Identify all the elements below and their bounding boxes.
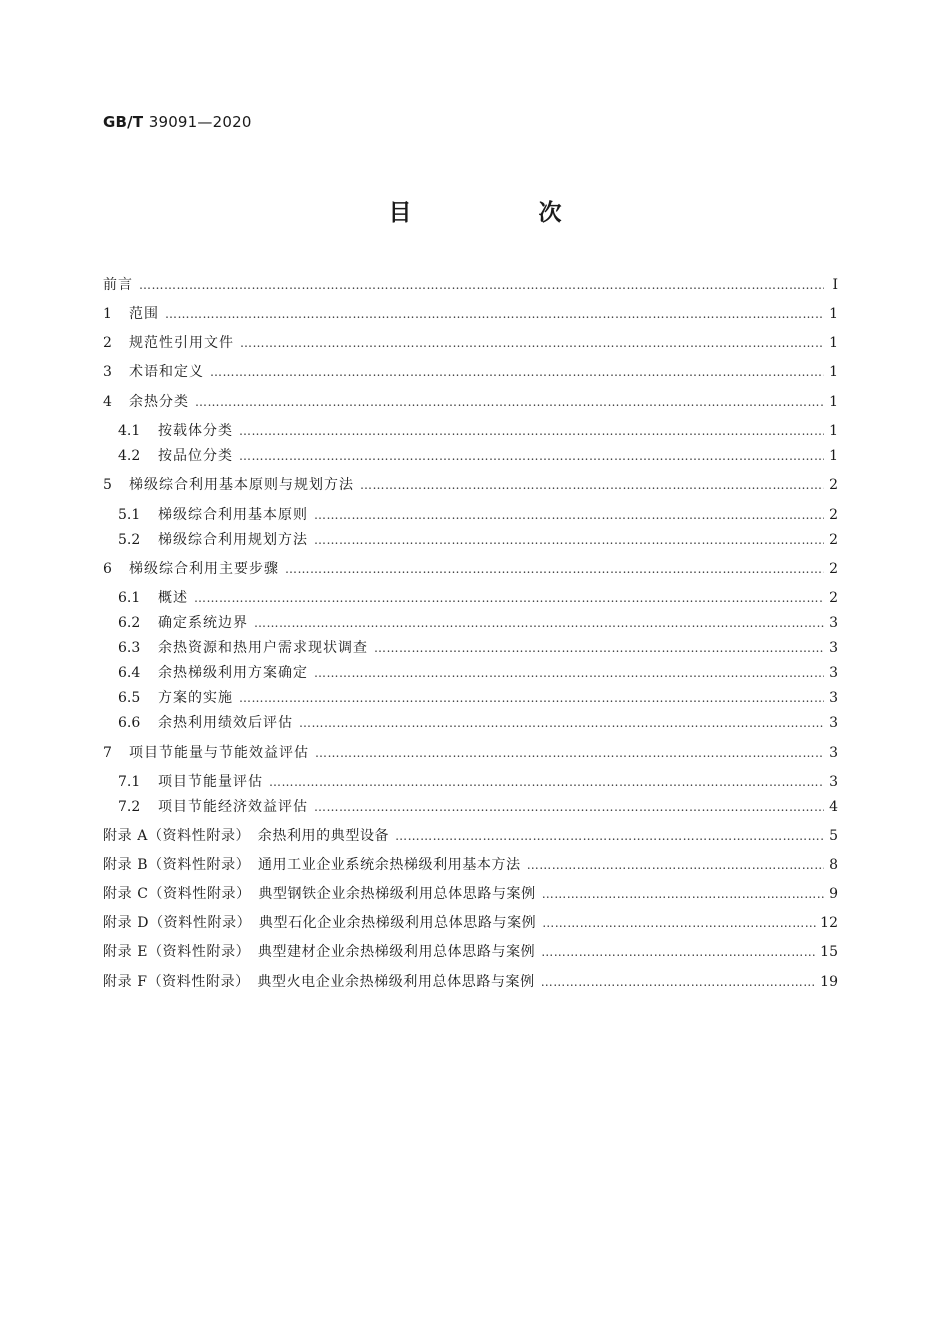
toc-entry-label: 余热分类 xyxy=(129,394,189,410)
toc-leader-dots xyxy=(315,743,824,763)
toc-entry-label: 附录 D（资料性附录） 典型石化企业余热梯级利用总体思路与案例 xyxy=(103,915,537,931)
toc-entry-label: 梯级综合利用主要步骤 xyxy=(129,561,279,577)
toc-leader-dots xyxy=(360,475,824,495)
toc-leader-dots xyxy=(254,613,824,633)
toc-entry-number: 1 xyxy=(103,306,112,322)
toc-entry-label: 梯级综合利用基本原则 xyxy=(158,507,308,523)
toc-entry-number: 6.2 xyxy=(118,615,141,631)
toc-entry[interactable] xyxy=(118,446,838,466)
toc-entry[interactable] xyxy=(103,333,838,353)
toc-entry-number: 7 xyxy=(103,745,112,761)
toc-entry-number: 2 xyxy=(103,335,112,351)
standard-code-number: 39091—2020 xyxy=(148,113,252,131)
toc-leader-dots xyxy=(165,304,824,324)
toc-entry-label: 余热资源和热用户需求现状调查 xyxy=(158,640,368,656)
toc-entry[interactable] xyxy=(103,392,838,412)
toc-entry-page: 3 xyxy=(829,640,838,656)
toc-entry[interactable] xyxy=(103,304,838,324)
toc-entry-number: 5.1 xyxy=(118,507,141,523)
toc-entry[interactable] xyxy=(118,505,838,525)
toc-entry-page: 9 xyxy=(829,886,838,902)
toc-entry-label: 规范性引用文件 xyxy=(129,335,234,351)
toc-entry[interactable] xyxy=(118,663,838,683)
toc-entry[interactable] xyxy=(103,972,838,992)
toc-entry-page: 3 xyxy=(829,745,838,761)
toc-leader-dots xyxy=(395,826,824,846)
toc-entry-label: 范围 xyxy=(129,306,159,322)
toc-leader-dots xyxy=(139,275,824,295)
toc-entry-label: 附录 E（资料性附录） 典型建材企业余热梯级利用总体思路与案例 xyxy=(103,944,536,960)
toc-entry[interactable] xyxy=(103,913,838,933)
toc-entry-label: 术语和定义 xyxy=(129,364,204,380)
toc-leader-dots xyxy=(374,638,824,658)
toc-entry-label: 前言 xyxy=(103,277,133,293)
toc-entry-label: 概述 xyxy=(158,590,188,606)
toc-leader-dots xyxy=(240,333,824,353)
toc-entry-number: 6 xyxy=(103,561,112,577)
toc-entry-page: 1 xyxy=(829,364,838,380)
toc-entry-number: 6.5 xyxy=(118,690,141,706)
toc-entry[interactable] xyxy=(103,855,838,875)
toc-entry[interactable] xyxy=(118,530,838,550)
toc-entry[interactable] xyxy=(118,797,838,817)
toc-entry-label: 附录 F（资料性附录） 典型火电企业余热梯级利用总体思路与案例 xyxy=(103,974,535,990)
toc-leader-dots xyxy=(269,772,824,792)
toc-entry-page: 1 xyxy=(829,394,838,410)
toc-entry[interactable] xyxy=(118,613,838,633)
toc-entry-number: 6.1 xyxy=(118,590,141,606)
toc-leader-dots xyxy=(314,797,824,817)
toc-entry[interactable] xyxy=(118,638,838,658)
toc-entry-label: 余热梯级利用方案确定 xyxy=(158,665,308,681)
toc-entry-number: 7.2 xyxy=(118,799,141,815)
toc-entry-number: 6.6 xyxy=(118,715,141,731)
toc-entry-page: 12 xyxy=(820,915,838,931)
toc-entry-page: 1 xyxy=(829,448,838,464)
toc-entry-label: 按载体分类 xyxy=(158,423,233,439)
toc-entry-number: 4.1 xyxy=(118,423,141,439)
toc-entry-number: 3 xyxy=(103,364,112,380)
toc-entry-label: 梯级综合利用基本原则与规划方法 xyxy=(129,477,354,493)
toc-entry-page: 3 xyxy=(829,774,838,790)
toc-leader-dots xyxy=(527,855,824,875)
toc-entry-page: 1 xyxy=(829,335,838,351)
toc-entry-number: 6.4 xyxy=(118,665,141,681)
toc-leader-dots xyxy=(239,446,824,466)
toc-entry[interactable] xyxy=(103,362,838,382)
toc-entry-page: 5 xyxy=(829,828,838,844)
toc-entry-label: 确定系统边界 xyxy=(158,615,248,631)
toc-entry-label: 附录 C（资料性附录） 典型钢铁企业余热梯级利用总体思路与案例 xyxy=(103,886,536,902)
toc-entry-number: 4.2 xyxy=(118,448,141,464)
toc-entry[interactable] xyxy=(118,772,838,792)
toc-entry-label: 项目节能量与节能效益评估 xyxy=(129,745,309,761)
toc-entry-label: 项目节能经济效益评估 xyxy=(158,799,308,815)
toc-leader-dots xyxy=(239,688,824,708)
toc-entry-label: 附录 B（资料性附录） 通用工业企业系统余热梯级利用基本方法 xyxy=(103,857,521,873)
toc-entry[interactable] xyxy=(103,942,838,962)
toc-entry-number: 6.3 xyxy=(118,640,141,656)
toc-entry-label: 方案的实施 xyxy=(158,690,233,706)
toc-entry[interactable] xyxy=(103,743,838,763)
toc-entry-number: 7.1 xyxy=(118,774,141,790)
toc-entry-page: 2 xyxy=(829,561,838,577)
toc-entry-page: 2 xyxy=(829,590,838,606)
toc-entry-number: 5.2 xyxy=(118,532,141,548)
toc-leader-dots xyxy=(541,972,816,992)
toc-entry[interactable] xyxy=(118,588,838,608)
toc-entry[interactable] xyxy=(118,421,838,441)
toc-entry-label: 按品位分类 xyxy=(158,448,233,464)
toc-entry-page: 3 xyxy=(829,615,838,631)
toc-entry-page: 1 xyxy=(829,306,838,322)
toc-entry-page: 3 xyxy=(829,715,838,731)
toc-leader-dots xyxy=(210,362,824,382)
toc-entry-label: 梯级综合利用规划方法 xyxy=(158,532,308,548)
standard-code-prefix: GB/T xyxy=(103,113,144,131)
toc-leader-dots xyxy=(542,913,816,933)
toc-entry[interactable] xyxy=(118,688,838,708)
toc-leader-dots xyxy=(239,421,824,441)
toc-entry-page: 2 xyxy=(829,532,838,548)
toc-leader-dots xyxy=(285,559,824,579)
toc-leader-dots xyxy=(314,530,824,550)
page-title: 目 次 xyxy=(388,200,614,226)
toc-entry-number: 4 xyxy=(103,394,112,410)
toc-entry[interactable] xyxy=(118,713,838,733)
toc-entry[interactable] xyxy=(103,275,838,295)
toc-leader-dots xyxy=(314,505,824,525)
toc-entry-page: 2 xyxy=(829,477,838,493)
toc-leader-dots xyxy=(542,884,824,904)
toc-entry-number: 5 xyxy=(103,477,112,493)
toc-entry-page: 2 xyxy=(829,507,838,523)
toc-leader-dots xyxy=(299,713,824,733)
toc-entry-page: 4 xyxy=(829,799,838,815)
toc-entry-page: 1 xyxy=(829,423,838,439)
standard-code xyxy=(103,113,252,131)
toc-entry-page: 3 xyxy=(829,665,838,681)
toc-entry[interactable] xyxy=(103,826,838,846)
toc-leader-dots xyxy=(194,588,824,608)
toc-leader-dots xyxy=(314,663,824,683)
toc-entry-label: 余热利用绩效后评估 xyxy=(158,715,293,731)
toc-entry[interactable] xyxy=(103,559,838,579)
toc-entry[interactable] xyxy=(103,475,838,495)
toc-entry-page: Ⅰ xyxy=(832,277,838,293)
toc-entry-label: 项目节能量评估 xyxy=(158,774,263,790)
toc-entry[interactable] xyxy=(103,884,838,904)
toc-entry-page: 3 xyxy=(829,690,838,706)
toc-entry-page: 8 xyxy=(829,857,838,873)
toc-leader-dots xyxy=(195,392,824,412)
toc-entry-page: 15 xyxy=(820,944,838,960)
toc-leader-dots xyxy=(541,942,816,962)
toc-entry-page: 19 xyxy=(820,974,838,990)
toc-entry-label: 附录 A（资料性附录） 余热利用的典型设备 xyxy=(103,828,390,844)
